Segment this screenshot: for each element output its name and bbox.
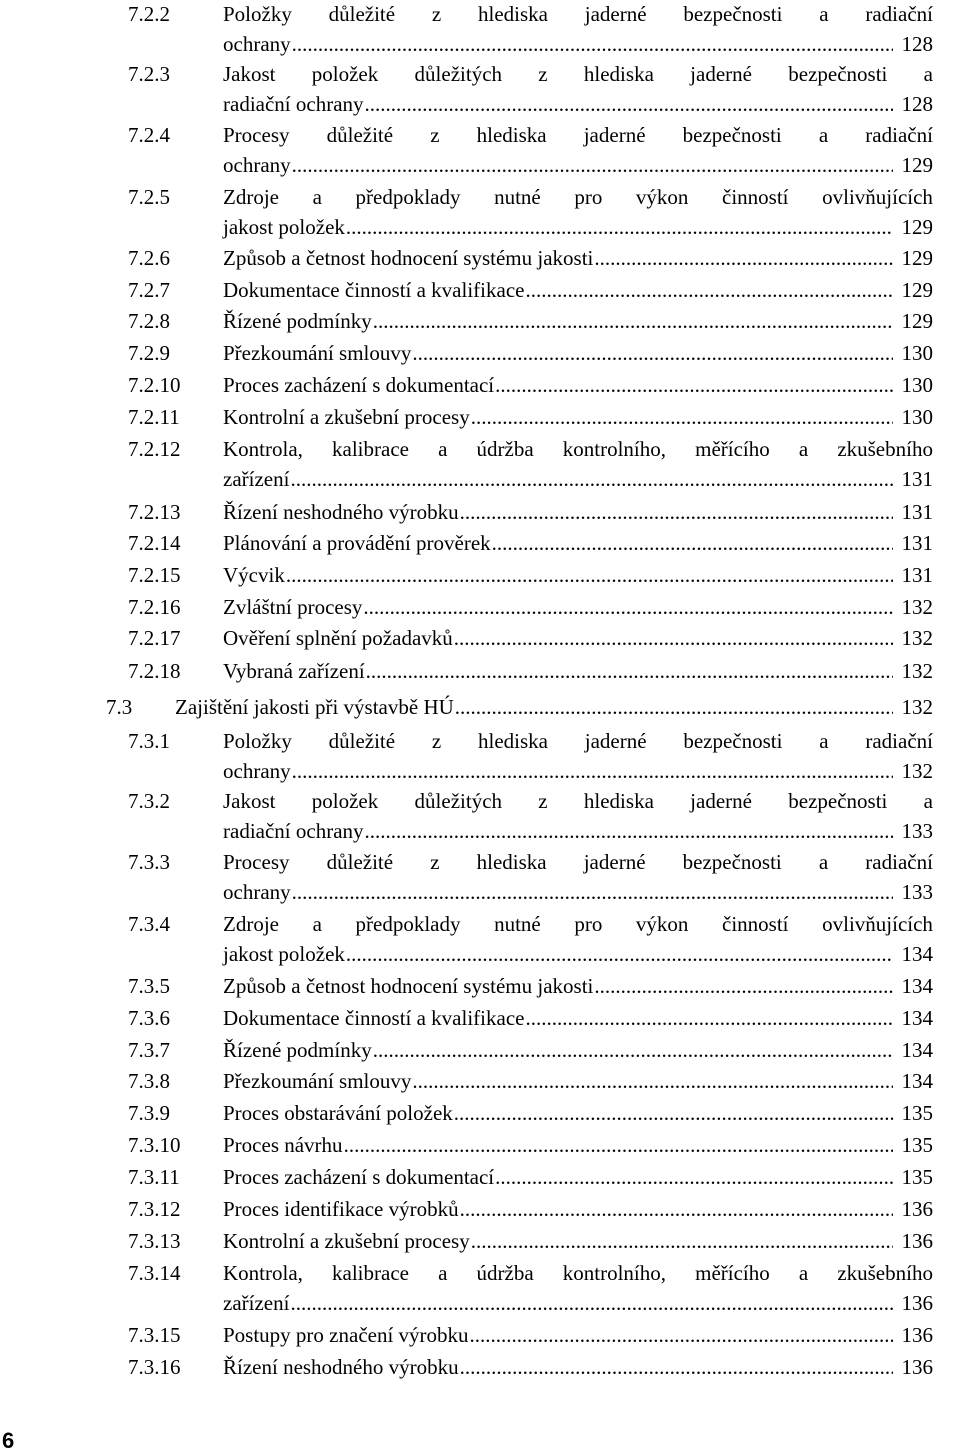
toc-entry-number: 7.3.4 (128, 912, 170, 936)
toc-word: důležitých (414, 62, 503, 86)
toc-word: předpoklady (355, 912, 461, 936)
toc-entry-title: Postupy pro značení výrobku (223, 1323, 469, 1347)
toc-word: Položky (223, 2, 292, 26)
toc-entry-number: 7.3.5 (128, 974, 170, 998)
toc-word: a (923, 789, 933, 813)
toc-entry-title: zařízení (223, 1291, 290, 1315)
toc-entry-number: 7.3.9 (128, 1101, 170, 1125)
toc-entry-title: radiační ochrany (223, 819, 364, 843)
toc-word: důležité (328, 2, 396, 26)
toc-entry-title-line (223, 657, 933, 686)
toc-entry-title: Přezkoumání smlouvy (223, 341, 412, 365)
toc-entry-title: Řízené podmínky (223, 309, 372, 333)
toc-entry-title-line (223, 1321, 933, 1350)
dot-leader (363, 593, 893, 622)
toc-entry-title: Způsob a četnost hodnocení systému jakosti (223, 246, 594, 270)
dot-leader (292, 30, 893, 59)
toc-entry-page: 131 (901, 500, 933, 524)
toc-word: Kontrola, (223, 1261, 303, 1285)
toc-word: z (430, 850, 440, 874)
toc-entry-page: 128 (901, 32, 933, 56)
dot-leader (460, 1353, 893, 1382)
toc-entry-title-line-wrapped (223, 60, 933, 89)
dot-leader (366, 657, 893, 686)
toc-entry-number: 7.2.6 (128, 246, 170, 270)
toc-word: údržba (476, 1261, 534, 1285)
toc-entry-title-line (175, 693, 933, 722)
toc-entry-page: 130 (901, 373, 933, 397)
toc-word: bezpečnosti (682, 123, 782, 147)
toc-entry-title-line-wrapped (223, 848, 933, 877)
toc-entry-title: Zvláštní procesy (223, 595, 363, 619)
toc-entry-title-line (223, 561, 933, 590)
toc-entry-title-line (223, 1131, 933, 1160)
dot-leader (492, 529, 893, 558)
toc-word: jaderné (690, 789, 752, 813)
toc-entry-title-line (223, 151, 933, 180)
toc-entry-page: 134 (901, 942, 933, 966)
toc-entry-title: Kontrolní a zkušební procesy (223, 1229, 470, 1253)
toc-entry-number: 7.2.13 (128, 500, 181, 524)
toc-entry-title-line (223, 972, 933, 1001)
toc-word: zkušebního (837, 1261, 933, 1285)
toc-entry-page: 129 (901, 309, 933, 333)
dot-leader (290, 1289, 893, 1318)
toc-entry-title (223, 121, 933, 150)
toc-entry-title: Zajištění jakosti při výstavbě HÚ (175, 695, 454, 719)
toc-word: výkon (635, 185, 689, 209)
toc-word: hlediska (583, 62, 654, 86)
toc-entry-title: zařízení (223, 467, 290, 491)
toc-entry-title-line (223, 244, 933, 273)
toc-entry-title (223, 727, 933, 756)
toc-word: Zdroje (223, 912, 279, 936)
toc-word: Jakost (223, 62, 276, 86)
dot-leader (412, 339, 893, 368)
dot-leader (346, 940, 893, 969)
toc-entry-number: 7.3.15 (128, 1323, 181, 1347)
toc-entry-title-line (223, 1067, 933, 1096)
dot-leader (286, 561, 893, 590)
toc-word: předpoklady (355, 185, 461, 209)
toc-entry-page: 136 (901, 1355, 933, 1379)
dot-leader (373, 307, 893, 336)
toc-entry-page: 136 (901, 1229, 933, 1253)
toc-word: z (431, 729, 442, 753)
toc-entry-page: 132 (901, 626, 933, 650)
toc-word: hlediska (476, 850, 547, 874)
dot-leader (290, 465, 893, 494)
toc-entry-title-line-wrapped (223, 910, 933, 939)
toc-entry-page: 131 (901, 531, 933, 555)
dot-leader (594, 972, 893, 1001)
toc-entry-title-line (223, 213, 933, 242)
toc-entry-title: jakost položek (223, 215, 345, 239)
toc-entry-number: 7.3.10 (128, 1133, 181, 1157)
toc-entry-page: 131 (901, 467, 933, 491)
toc-entry-title: ochrany (223, 880, 291, 904)
toc-entry-title-line-wrapped (223, 121, 933, 150)
toc-entry-title: Vybraná zařízení (223, 659, 365, 683)
toc-word: a (818, 123, 829, 147)
toc-entry-title-line (223, 817, 933, 846)
dot-leader (344, 1131, 893, 1160)
toc-entry-number: 7.2.15 (128, 563, 181, 587)
toc-entry-page: 135 (901, 1101, 933, 1125)
toc-entry-number: 7.2.7 (128, 278, 170, 302)
toc-word: z (538, 62, 548, 86)
toc-word: Zdroje (223, 185, 279, 209)
toc-word: jaderné (583, 850, 646, 874)
toc-word: a (438, 1261, 448, 1285)
toc-entry-page: 129 (901, 246, 933, 270)
toc-word: nutné (494, 912, 541, 936)
dot-leader (454, 1099, 893, 1128)
toc-entry-title-line (223, 1004, 933, 1033)
toc-entry-page: 130 (901, 341, 933, 365)
toc-entry-title-line (223, 30, 933, 59)
toc-entry-title-line (223, 1227, 933, 1256)
toc-entry-number: 7.2.3 (128, 62, 170, 86)
toc-entry-title: Řízené podmínky (223, 1038, 372, 1062)
toc-entry-page: 134 (901, 974, 933, 998)
dot-leader (454, 624, 893, 653)
toc-entry-number: 7.2.14 (128, 531, 181, 555)
toc-entry-title-line (223, 403, 933, 432)
toc-word: Položky (223, 729, 292, 753)
toc-word: hlediska (476, 123, 547, 147)
toc-word: výkon (635, 912, 689, 936)
dot-leader (495, 371, 893, 400)
toc-entry-title: Řízení neshodného výrobku (223, 500, 459, 524)
toc-word: hlediska (477, 729, 548, 753)
toc-entry-number: 7.3.16 (128, 1355, 181, 1379)
toc-entry-title (223, 787, 933, 816)
toc-word: kalibrace (332, 1261, 409, 1285)
toc-entry-title-line (223, 593, 933, 622)
toc-word: radiační (865, 123, 933, 147)
toc-word: Procesy (223, 123, 290, 147)
toc-entry-page: 136 (901, 1323, 933, 1347)
toc-entry-title-line (223, 1195, 933, 1224)
toc-entry-page: 132 (901, 759, 933, 783)
toc-entry-title-line (223, 276, 933, 305)
toc-entry-number: 7.3.3 (128, 850, 170, 874)
toc-entry-title-line-wrapped (223, 183, 933, 212)
toc-entry-number: 7.3.2 (128, 789, 170, 813)
dot-leader (292, 757, 893, 786)
toc-entry-number: 7.3.8 (128, 1069, 170, 1093)
toc-entry-title-line (223, 1036, 933, 1065)
toc-word: nutné (494, 185, 541, 209)
toc-entry-title-line (223, 498, 933, 527)
toc-word: a (312, 912, 322, 936)
toc-word: jaderné (584, 729, 647, 753)
toc-entry-number: 7.2.8 (128, 309, 170, 333)
toc-entry-title-line (223, 940, 933, 969)
toc-entry-number: 7.3.6 (128, 1006, 170, 1030)
toc-word: údržba (476, 437, 534, 461)
toc-entry-title-line (223, 1163, 933, 1192)
toc-word: radiační (865, 2, 933, 26)
toc-word: jaderné (583, 123, 646, 147)
toc-word: z (538, 789, 548, 813)
toc-entry-title: Proces zacházení s dokumentací (223, 1165, 495, 1189)
toc-entry-page: 132 (901, 695, 933, 719)
toc-word: ovlivňujících (822, 185, 933, 209)
toc-entry-title (223, 183, 933, 212)
toc-entry-page: 135 (901, 1133, 933, 1157)
toc-entry-page: 129 (901, 215, 933, 239)
toc-entry-title: Proces zacházení s dokumentací (223, 373, 495, 397)
toc-word: činností (722, 185, 789, 209)
toc-entry-title (223, 910, 933, 939)
toc-word: bezpečnosti (682, 850, 782, 874)
dot-leader (292, 151, 893, 180)
toc-word: měřícího (695, 1261, 770, 1285)
toc-word: a (312, 185, 322, 209)
toc-entry-title-line (223, 757, 933, 786)
toc-entry-page: 134 (901, 1069, 933, 1093)
toc-word: a (818, 850, 829, 874)
toc-word: důležité (326, 850, 394, 874)
toc-entry-page: 133 (901, 880, 933, 904)
dot-leader (525, 1004, 893, 1033)
toc-entry-number: 7.3.12 (128, 1197, 181, 1221)
toc-word: položek (311, 789, 379, 813)
toc-word: a (819, 2, 829, 26)
toc-entry-number: 7.2.10 (128, 373, 181, 397)
toc-entry-number: 7.3.11 (128, 1165, 180, 1189)
toc-word: položek (311, 62, 379, 86)
toc-entry-title-line (223, 624, 933, 653)
toc-entry-title: Proces návrhu (223, 1133, 343, 1157)
toc-entry-page: 136 (901, 1197, 933, 1221)
toc-word: a (438, 437, 448, 461)
toc-word: z (431, 2, 442, 26)
toc-entry-page: 132 (901, 659, 933, 683)
toc-entry-title (223, 435, 933, 464)
toc-entry-title: ochrany (223, 32, 291, 56)
toc-entry-number: 7.3.14 (128, 1261, 181, 1285)
toc-word: jaderné (584, 2, 647, 26)
toc-word: a (798, 437, 809, 461)
toc-entry-number: 7.3 (106, 695, 133, 719)
toc-entry-title-line (223, 529, 933, 558)
toc-entry-title: Kontrolní a zkušební procesy (223, 405, 470, 429)
toc-entry-title-line-wrapped (223, 435, 933, 464)
toc-entry-number: 7.2.12 (128, 437, 181, 461)
toc-entry-title-line (223, 339, 933, 368)
toc-word: Procesy (223, 850, 290, 874)
toc-entry-title: jakost položek (223, 942, 345, 966)
toc-entry-title: Dokumentace činností a kvalifikace (223, 278, 525, 302)
dot-leader (373, 1036, 893, 1065)
toc-entry-title-line-wrapped (223, 1259, 933, 1288)
toc-word: pro (574, 185, 603, 209)
dot-leader (460, 1195, 893, 1224)
dot-leader (365, 90, 893, 119)
toc-word: a (798, 1261, 809, 1285)
toc-entry-title-line (223, 90, 933, 119)
toc-word: důležité (328, 729, 396, 753)
toc-entry-title: ochrany (223, 759, 291, 783)
toc-word: kontrolního, (562, 437, 667, 461)
toc-entry-title-line (223, 1099, 933, 1128)
toc-entry-page: 131 (901, 563, 933, 587)
toc-word: důležitých (414, 789, 503, 813)
toc-entry-title (223, 60, 933, 89)
toc-word: bezpečnosti (683, 2, 783, 26)
page-number: 6 (2, 1428, 15, 1453)
toc-entry-title: Proces identifikace výrobků (223, 1197, 459, 1221)
toc-entry-page: 128 (901, 92, 933, 116)
toc-entry-title-line (223, 1353, 933, 1382)
toc-entry-page: 132 (901, 595, 933, 619)
toc-word: bezpečnosti (788, 789, 888, 813)
toc-word: důležité (326, 123, 394, 147)
dot-leader (495, 1163, 893, 1192)
toc-word: kontrolního, (562, 1261, 667, 1285)
toc-entry-number: 7.3.13 (128, 1229, 181, 1253)
toc-word: a (819, 729, 829, 753)
toc-word: měřícího (695, 437, 770, 461)
dot-leader (346, 213, 893, 242)
toc-entry-title: Způsob a četnost hodnocení systému jakosti (223, 974, 594, 998)
toc-word: jaderné (690, 62, 752, 86)
toc-entry-number: 7.2.16 (128, 595, 181, 619)
toc-entry-title (223, 1259, 933, 1288)
toc-word: radiační (865, 729, 933, 753)
dot-leader (365, 817, 893, 846)
toc-entry-title-line (223, 307, 933, 336)
dot-leader (471, 1227, 893, 1256)
toc-entry-title: radiační ochrany (223, 92, 364, 116)
toc-entry-page: 133 (901, 819, 933, 843)
toc-word: hlediska (477, 2, 548, 26)
toc-word: zkušebního (837, 437, 933, 461)
toc-word: pro (574, 912, 603, 936)
toc-entry-number: 7.2.17 (128, 626, 181, 650)
toc-entry-number: 7.2.4 (128, 123, 170, 147)
dot-leader (460, 498, 893, 527)
toc-entry-page: 130 (901, 405, 933, 429)
toc-entry-title: Řízení neshodného výrobku (223, 1355, 459, 1379)
toc-entry-title: Proces obstarávání položek (223, 1101, 453, 1125)
dot-leader (525, 276, 893, 305)
toc-entry-number: 7.2.18 (128, 659, 181, 683)
toc-entry-title-line-wrapped (223, 787, 933, 816)
toc-entry-title-line-wrapped (223, 0, 933, 29)
toc-entry-page: 135 (901, 1165, 933, 1189)
toc-entry-number: 7.2.11 (128, 405, 180, 429)
toc-entry-title-line (223, 1289, 933, 1318)
toc-entry-page: 129 (901, 278, 933, 302)
toc-word: ovlivňujících (822, 912, 933, 936)
toc-entry-title: Dokumentace činností a kvalifikace (223, 1006, 525, 1030)
toc-entry-title: Ověření splnění požadavků (223, 626, 453, 650)
toc-word: kalibrace (332, 437, 409, 461)
toc-word: Jakost (223, 789, 276, 813)
toc-entry-number: 7.2.9 (128, 341, 170, 365)
toc-entry-title: ochrany (223, 153, 291, 177)
toc-entry-title-line-wrapped (223, 727, 933, 756)
toc-entry-number: 7.3.1 (128, 729, 170, 753)
toc-word: Kontrola, (223, 437, 303, 461)
toc-entry-number: 7.3.7 (128, 1038, 170, 1062)
dot-leader (471, 403, 893, 432)
dot-leader (594, 244, 893, 273)
dot-leader (470, 1321, 893, 1350)
toc-entry-title-line (223, 371, 933, 400)
toc-entry-title: Přezkoumání smlouvy (223, 1069, 412, 1093)
toc-entry-title (223, 848, 933, 877)
toc-word: z (430, 123, 440, 147)
toc-entry-title-line (223, 878, 933, 907)
toc-entry-number: 7.2.2 (128, 2, 170, 26)
toc-entry-page: 129 (901, 153, 933, 177)
dot-leader (412, 1067, 893, 1096)
toc-entry-page: 136 (901, 1291, 933, 1315)
toc-entry-title (223, 0, 933, 29)
toc-entry-title: Výcvik (223, 563, 285, 587)
toc-entry-page: 134 (901, 1038, 933, 1062)
toc-entry-number: 7.2.5 (128, 185, 170, 209)
dot-leader (455, 693, 893, 722)
toc-word: a (923, 62, 933, 86)
toc-word: bezpečnosti (788, 62, 888, 86)
toc-word: bezpečnosti (683, 729, 783, 753)
toc-entry-title-line (223, 465, 933, 494)
toc-entry-page: 134 (901, 1006, 933, 1030)
dot-leader (292, 878, 893, 907)
toc-entry-title: Plánování a provádění prověrek (223, 531, 491, 555)
toc-word: činností (722, 912, 789, 936)
toc-word: hlediska (583, 789, 654, 813)
toc-word: radiační (865, 850, 933, 874)
